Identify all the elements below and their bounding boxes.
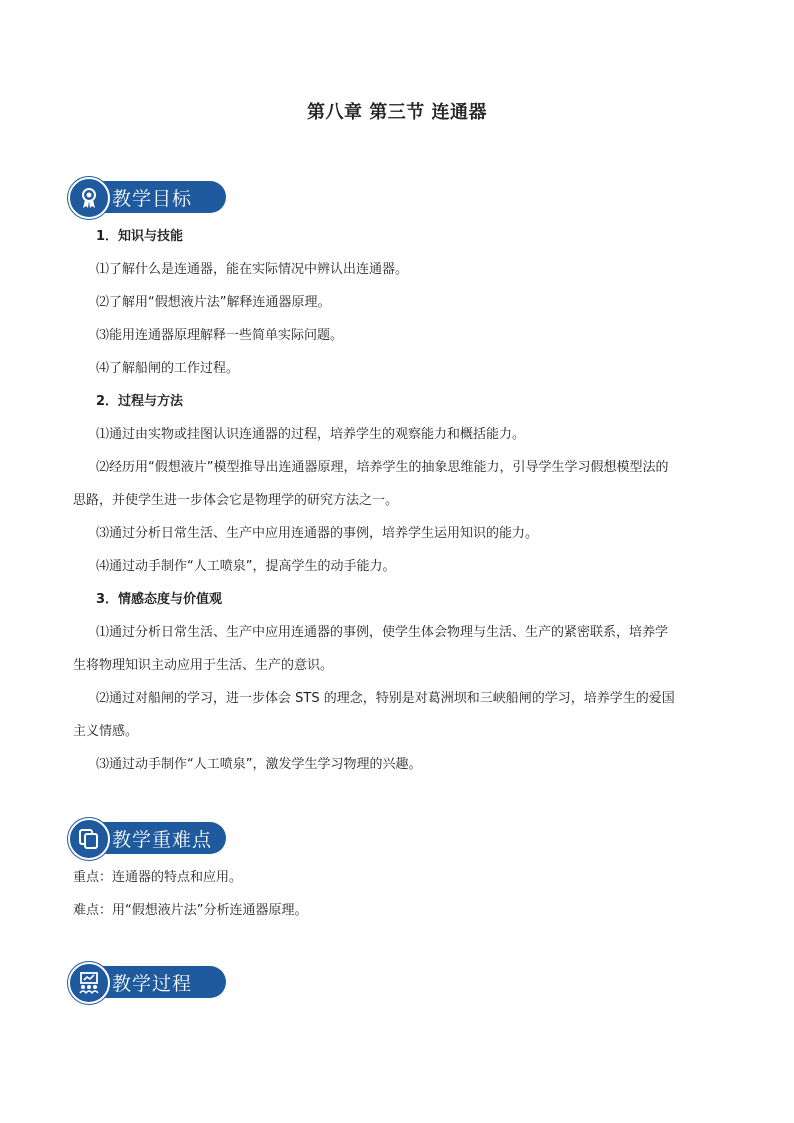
list-item-continuation: 主义情感。 [73, 724, 139, 739]
subheading-process: 2．过程与方法 [96, 394, 184, 409]
section-header-keypoints [68, 818, 226, 858]
presentation-people-icon [68, 962, 110, 1004]
page-title: 第八章 第三节 连通器 [306, 102, 488, 123]
list-item: ⑷通过动手制作“人工喷泉”，提高学生的动手能力。 [96, 559, 396, 574]
subheading-knowledge: 1．知识与技能 [96, 229, 184, 244]
key-point: 重点：连通器的特点和应用。 [73, 870, 243, 885]
section-label: 教学重难点 [112, 829, 213, 851]
list-item-continuation: 思路，并使学生进一步体会它是物理学的研究方法之一。 [73, 493, 399, 508]
list-item: ⑶通过动手制作“人工喷泉”，激发学生学习物理的兴趣。 [96, 757, 422, 772]
section-header-objectives [68, 177, 226, 217]
list-item: ⑴通过由实物或挂图认识连通器的过程，培养学生的观察能力和概括能力。 [96, 427, 526, 442]
list-item-continuation: 生将物理知识主动应用于生活、生产的意识。 [73, 658, 334, 673]
list-item: ⑵了解用“假想液片法”解释连通器原理。 [96, 295, 331, 310]
list-item: ⑴通过分析日常生活、生产中应用连通器的事例，使学生体会物理与生活、生产的紧密联系，培养学 [96, 625, 669, 640]
difficult-point: 难点：用“假想液片法”分析连通器原理。 [73, 903, 308, 918]
list-item: ⑷了解船闸的工作过程。 [96, 361, 240, 376]
list-item: ⑶通过分析日常生活、生产中应用连通器的事例，培养学生运用知识的能力。 [96, 526, 539, 541]
documents-icon [68, 818, 110, 860]
award-ribbon-icon [68, 177, 110, 219]
section-label: 教学过程 [112, 973, 193, 995]
section-label: 教学目标 [112, 188, 193, 210]
list-item: ⑶能用连通器原理解释一些简单实际问题。 [96, 328, 344, 343]
list-item: ⑵通过对船闸的学习，进一步体会 STS 的理念，特别是对葛洲坝和三峡船闸的学习，培养学生的爱国 [96, 691, 675, 706]
section-header-process [68, 962, 226, 1002]
subheading-attitude: 3．情感态度与价值观 [96, 592, 223, 607]
list-item: ⑴了解什么是连通器，能在实际情况中辨认出连通器。 [96, 262, 409, 277]
list-item: ⑵经历用“假想液片”模型推导出连通器原理，培养学生的抽象思维能力，引导学生学习假想模型法的 [96, 460, 669, 475]
